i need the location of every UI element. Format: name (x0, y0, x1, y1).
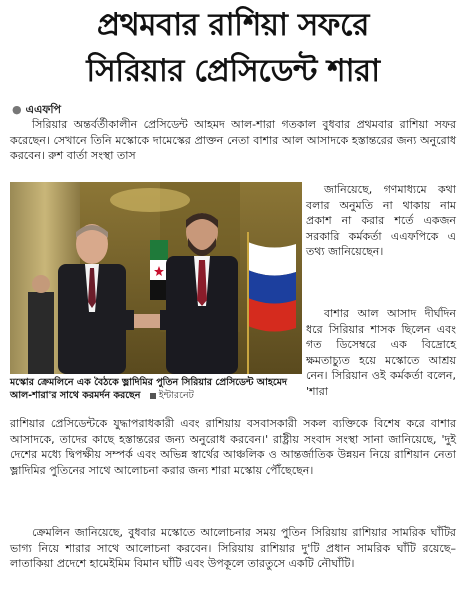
credit-text: ইন্টারনেট (158, 390, 194, 401)
photo-credit (150, 390, 194, 401)
body-paragraph-2: ক্রেমলিন জানিয়েছে, বুধবার মস্কোতে আলোচনার সময় পুতিন সিরিয়ায় রাশিয়ার সামরিক ঘাঁটির ভাগ্য নিয়ে শারার সাথে আলোচনা করবেন। সিরিয়ায় রাশিয়ার দু'টি প্রধান সামরিক ঘাঁটি রয়েছে– লাতাকিয়া প্রদেশে হামেইমিম বিমান ঘাঁটি এবং উপকূলে তারতুসে একটি নৌঘাঁটি। (10, 526, 456, 571)
headline-line-1: প্রথমবার রাশিয়া সফরে (97, 7, 369, 43)
side-column-paragraph-1: জানিয়েছে, গণমাধ্যমে কথা বলার অনুমতি না থাকায় নাম প্রকাশ না করার শর্তে একজন সরকারি কর্মকর্তা এএফপিকে এ তথ্য জানিয়েছেন। (306, 183, 456, 259)
photo-illustration (10, 182, 302, 374)
bullet-icon: ● (12, 103, 22, 116)
credit-square-icon (150, 393, 156, 399)
caption-text: মস্কোর ক্রেমলিনে এক বৈঠকে ভ্লাদিমির পুতিন সিরিয়ার প্রেসিডেন্ট আহমেদ আল-শারা'র সাথে করমর্দন করছেন (10, 377, 287, 401)
byline-source: এএফপি (25, 103, 61, 116)
headline (0, 2, 466, 94)
intro-paragraph: সিরিয়ার অন্তর্বর্তীকালীন প্রেসিডেন্ট আহমদ আল-শারা গতকাল বুধবার প্রথমবার রাশিয়া সফর করেছেন। সেখানে তিনি মস্কোকে দামেস্কের প্রাক্তন নেতা বাশার আল আসাদকে হস্তান্তরের জন্য অনুরোধ করবেন। রুশ বার্তা সংস্থা তাস (10, 118, 456, 163)
news-photo (10, 182, 302, 374)
side-column-paragraph-2: বাশার আল আসাদ দীর্ঘদিন ধরে সিরিয়ার শাসক ছিলেন এবং গত ডিসেম্বরে এক বিদ্রোহে ক্ষমতাচ্যুত হয়ে মস্কোতে আশ্রয় নেন। সিরিয়ান ওই কর্মকর্তা বলেন, 'শারা (306, 307, 456, 398)
photo-caption (10, 376, 302, 402)
body-paragraph-1: রাশিয়ার প্রেসিডেন্টকে যুদ্ধাপরাধকারী এবং রাশিয়ায় বসবাসকারী সকল ব্যক্তিকে বিশেষ করে বাশার আসাদকে, তাদের কাছে হস্তান্তরের জন্য অনুরোধ করবেন।' রাষ্ট্রীয় সংবাদ সংস্থা সানা জানিয়েছে, 'দুই দেশের মধ্যে দ্বিপক্ষীয় সম্পর্ক এবং অভিন্ন স্বার্থের আঞ্চলিক ও আন্তর্জাতিক উন্নয়ন নিয়ে রাশিয়ান নেতা ভ্লাদিমির পুতিনের সাথে আলোচনা করার জন্য শারা মস্কোয় পৌঁছেছেন। (10, 417, 456, 477)
headline-line-2: সিরিয়ার প্রেসিডেন্ট শারা (86, 53, 380, 89)
